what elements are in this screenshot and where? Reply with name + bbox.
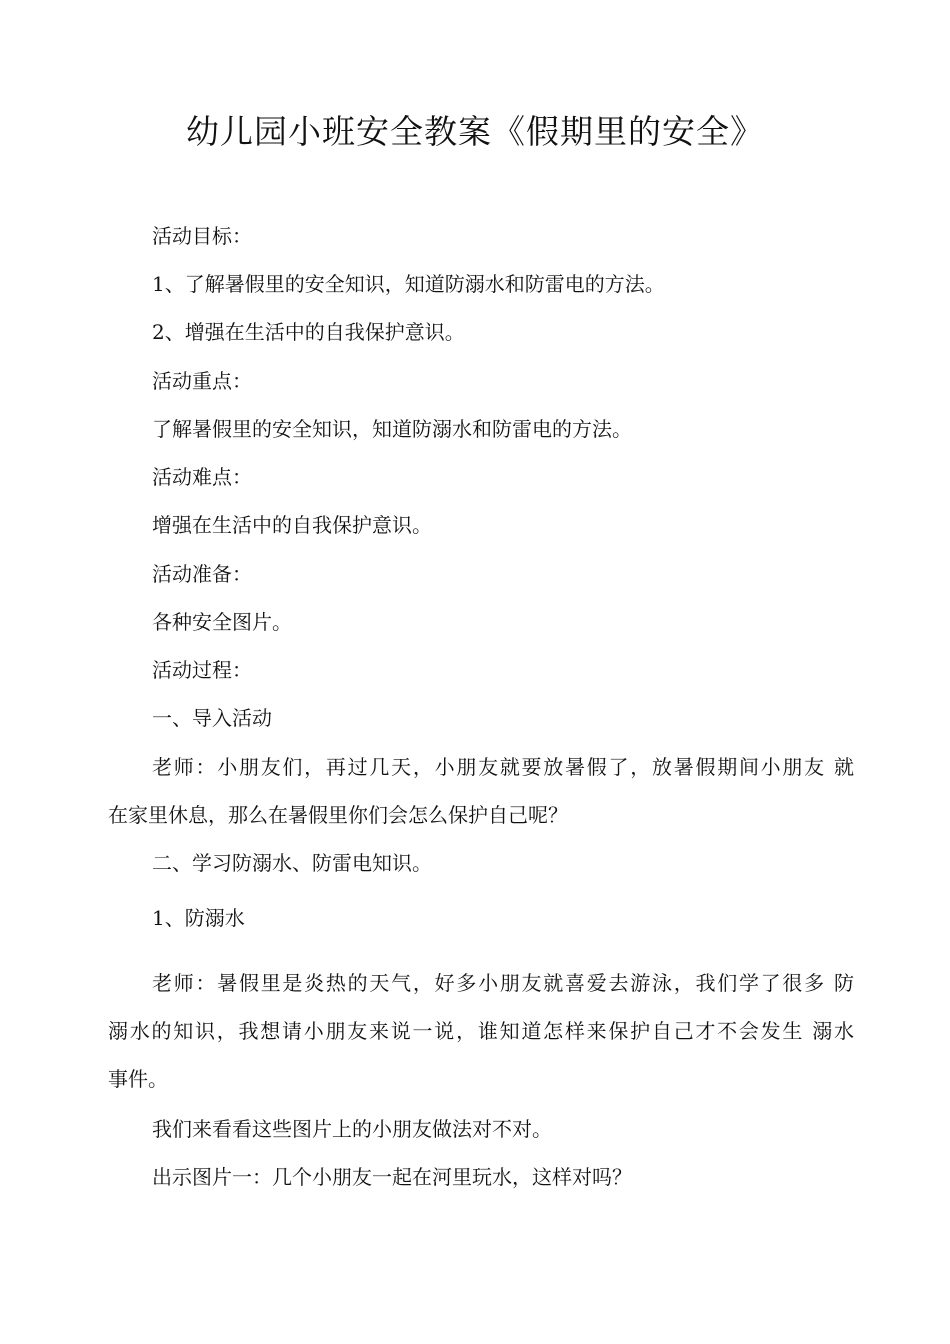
paragraph-process-heading: 活动过程：	[152, 658, 252, 682]
paragraph-key-points-heading: 活动重点：	[152, 369, 252, 393]
paragraph-picture-one: 出示图片一：几个小朋友一起在河里玩水，这样对吗？	[152, 1165, 632, 1189]
paragraph-teacher-intro-line-2: 在家里休息，那么在暑假里你们会怎么保护自己呢？	[108, 803, 568, 827]
paragraph-section-1-heading: 一、导入活动	[152, 706, 272, 730]
paragraph-preparation-heading: 活动准备：	[152, 562, 252, 586]
paragraph-drowning-line-3: 事件。	[108, 1067, 168, 1091]
paragraph-drowning-line-2: 溺水的知识，我想请小朋友来说一说，谁知道怎样来保护自己才不会发生 溺水	[108, 1019, 854, 1043]
paragraph-activity-goals-heading: 活动目标：	[152, 224, 252, 248]
document-title: 幼儿园小班安全教案《假期里的安全》	[186, 112, 764, 151]
paragraph-section-2-heading: 二、学习防溺水、防雷电知识。	[152, 851, 432, 875]
paragraph-difficulties-heading: 活动难点：	[152, 465, 252, 489]
paragraph-goal-1: 1、了解暑假里的安全知识，知道防溺水和防雷电的方法。	[152, 272, 665, 296]
paragraph-look-at-pictures: 我们来看看这些图片上的小朋友做法对不对。	[152, 1117, 552, 1141]
paragraph-difficulties: 增强在生活中的自我保护意识。	[152, 513, 432, 537]
paragraph-preparation: 各种安全图片。	[152, 610, 292, 634]
paragraph-teacher-intro-line-1: 老师：小朋友们，再过几天，小朋友就要放暑假了，放暑假期间小朋友 就	[152, 755, 854, 779]
paragraph-key-points: 了解暑假里的安全知识，知道防溺水和防雷电的方法。	[152, 417, 632, 441]
paragraph-drowning-line-1: 老师：暑假里是炎热的天气，好多小朋友就喜爱去游泳，我们学了很多 防	[152, 971, 854, 995]
paragraph-goal-2: 2、增强在生活中的自我保护意识。	[152, 320, 465, 344]
paragraph-subsection-drowning: 1、防溺水	[152, 906, 245, 930]
